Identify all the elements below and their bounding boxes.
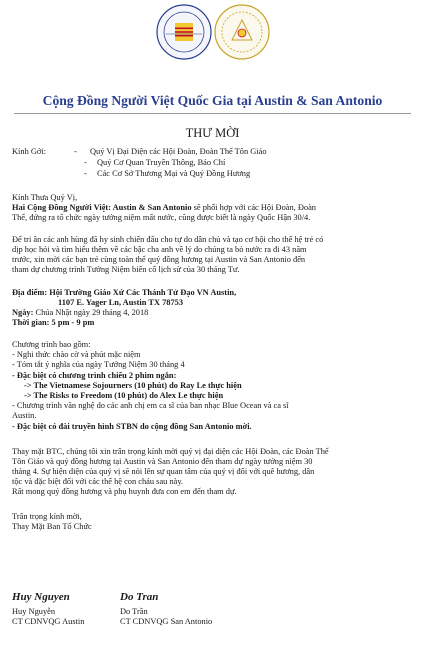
program-film: -> The Vietnamese Sojourners (10 phút) do Ray Le thực hiện [24,381,242,390]
event-location: Địa điểm: Hội Trường Giáo Xứ Các Thánh Tử Đạo VN Austin, [12,288,237,297]
recipient-item: Quý Cơ Quan Truyền Thông, Báo Chí [97,158,226,167]
closing-on-behalf: Thay Mặt Ban Tổ Chức [12,522,92,531]
event-date-value: Chúa Nhật ngày 29 tháng 4, 2018 [35,308,149,317]
recipient-bullet: - [84,169,87,178]
program-film: -> The Risks to Freedom (10 phút) do Alex Le thực hiện [24,391,224,400]
intro-line [12,203,316,213]
closing-line: tháng 4. Sự hiện diện của quý vị sẽ nói lên sự quan tâm của quý vị đối với quê hương, dân [12,467,315,476]
closing-line: Rất mong quý đồng hương và phụ huynh đưa con em đến tham dự. [12,487,237,496]
signature-austin: Huy Nguyen [12,591,70,603]
purpose-line: dịp học hỏi và tìm hiểu thêm về các bậc cha anh về lý do chúng ta bỏ nước ra đi 43 năm [12,245,307,254]
intro-text: sẽ phối hợp với các Hội Đoàn, Đoàn [191,203,316,212]
closing-line: Tôn Giáo và quý đồng hương tại Austin và San Antonio đến tham dự ngày tưởng niệm 30 [12,457,313,466]
san-antonio-community-seal-icon [214,4,270,60]
program-item: - Nghi thức chào cờ và phút mặc niệm [12,350,141,359]
recipients-label: Kính Gởi: [12,147,46,156]
recipient-bullet: - [74,147,77,156]
signer-title-san-antonio: CT CDNVQG San Antonio [120,617,213,626]
event-time: Thời gian: 5 pm - 9 pm [12,318,95,327]
purpose-line: trước, xin mời các bạn trẻ cùng toàn thể quý đồng hương tại Austin và San Antonio đến [12,255,306,264]
event-address: 1107 E. Yager Ln, Austin TX 78753 [58,298,184,307]
program-heading: Chương trình bao gồm: [12,340,91,349]
event-date [12,308,148,318]
purpose-line: Để tri ân các anh hùng đã hy sinh chiến đấu cho tự do dân chủ và tạo cơ hội cho thế hệ trẻ có [12,235,324,244]
signer-name-san-antonio: Do Trần [120,607,148,616]
title-divider [14,113,411,114]
program-item: - Tóm tắt ý nghĩa của ngày Tưởng Niệm 30 tháng 4 [12,360,185,369]
closing-line: tộc và đặc biệt đối với các thế hệ con cháu sau này. [12,477,184,486]
program-item: - Đặc biệt có đài truyền hình STBN do cộng đồng San Antonio mời. [12,422,252,431]
intro-organizers: Hai Cộng Đồng Người Việt: Austin & San Antonio [12,203,192,212]
recipient-item: Quý Vị Đại Diện các Hội Đoàn, Đoàn Thể Tôn Giáo [90,147,267,156]
closing-line: Thay mặt BTC, chúng tôi xin trân trọng kính mời quý vị đại diện các Hội Đoàn, các Đoàn Thể [12,447,329,456]
signer-name-austin: Huy Nguyễn [12,607,56,616]
signature-san-antonio: Do Tran [120,591,159,603]
intro-line: Thể, đứng ra tổ chức ngày tưởng niệm mất nước, cũng được biết là ngày Quốc Hận 30/4. [12,213,311,222]
program-item: - Đặc biệt có chương trình chiếu 2 phim ngắn: [12,371,177,380]
recipient-item: Các Cơ Sở Thương Mại và Quý Đồng Hương [97,169,251,178]
organization-title: Cộng Đồng Người Việt Quốc Gia tại Austin & San Antonio [42,93,383,108]
event-date-label: Ngày: [12,308,36,317]
purpose-line: tham dự chương trình Tưởng Niệm biến cố lịch sử của 30 tháng Tư. [12,265,240,274]
letter-title: THƯ MỜI [185,126,240,140]
salutation: Kính Thưa Quý Vị, [12,193,78,202]
austin-community-seal-icon [156,4,212,60]
signer-title-austin: CT CDNVQG Austin [12,617,85,626]
program-item: Austin. [12,411,37,420]
closing-regards: Trân trọng kính mời, [12,512,82,521]
program-item: - Chương trình văn nghệ do các anh chị em ca sĩ của ban nhạc Blue Ocean và ca sĩ [12,401,289,410]
recipient-bullet: - [84,158,87,167]
